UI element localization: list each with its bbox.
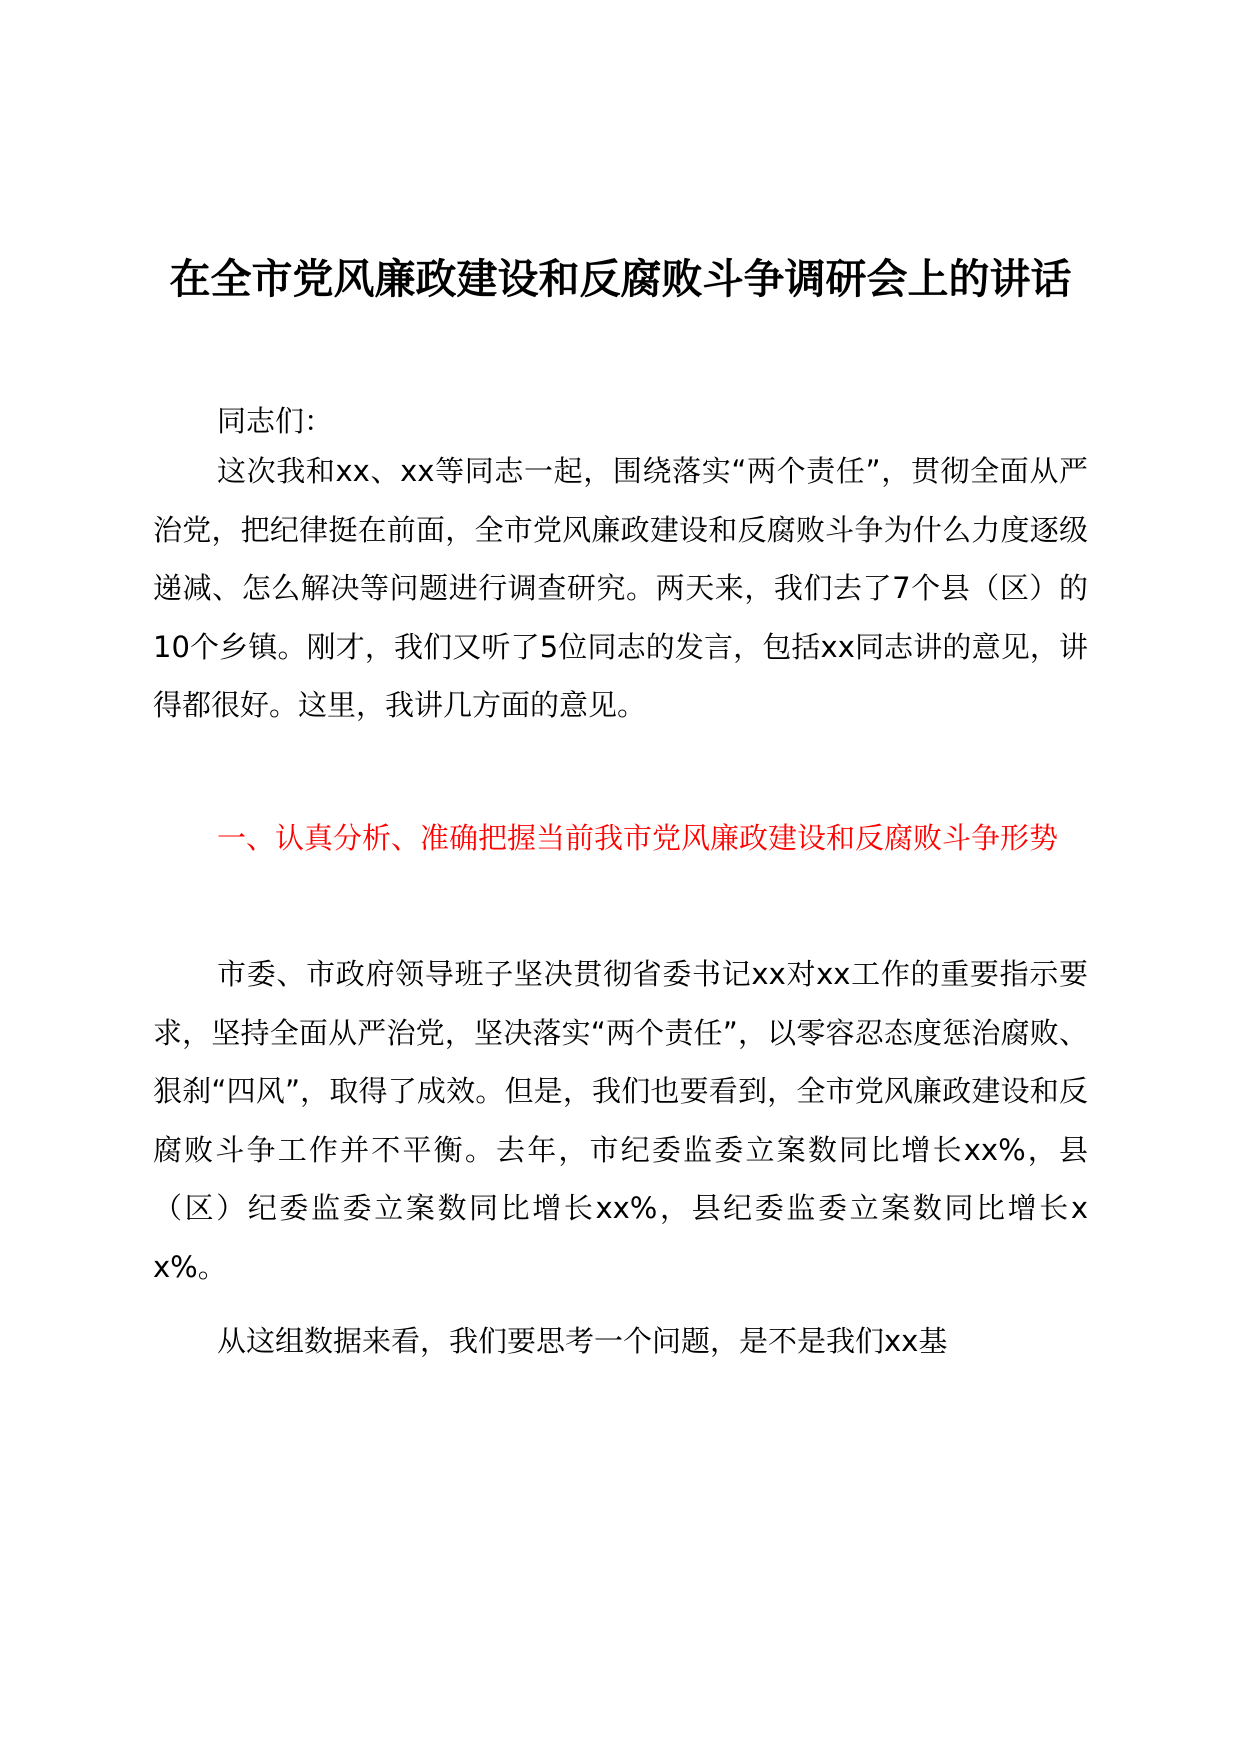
intro-paragraph: 这次我和xx、xx等同志一起，围绕落实“两个责任”，贯彻全面从严治党，把纪律挺在前面，全市党风廉政建设和反腐败斗争为什么力度逐级递减、怎么解决等问题进行调查研究。两天来，我们去了7个县（区）的10个乡镇。刚才，我们又听了5位同志的发言，包括xx同志讲的意见，讲得都很好。这里，我讲几方面的意见。 (153, 454, 1088, 722)
section-heading-1: 一、认真分析、准确把握当前我市党风廉政建设和反腐败斗争形势 (217, 821, 1059, 855)
section-1-paragraph-2: 从这组数据来看，我们要思考一个问题，是不是我们xx基 (217, 1324, 948, 1358)
salutation: 同志们： (217, 404, 334, 438)
document-title: 在全市党风廉政建设和反腐败斗争调研会上的讲话 (169, 255, 1072, 303)
section-1-paragraph-1: 市委、市政府领导班子坚决贯彻省委书记xx对xx工作的重要指示要求，坚持全面从严治党，坚决落实“两个责任”，以零容忍态度惩治腐败、狠刹“四风”，取得了成效。但是，我们也要看到，全市党风廉政建设和反腐败斗争工作并不平衡。去年，市纪委监委立案数同比增长xx%，县（区）纪委监委立案数同比增长xx%，县纪委监委立案数同比增长xx%。 (153, 957, 1088, 1284)
